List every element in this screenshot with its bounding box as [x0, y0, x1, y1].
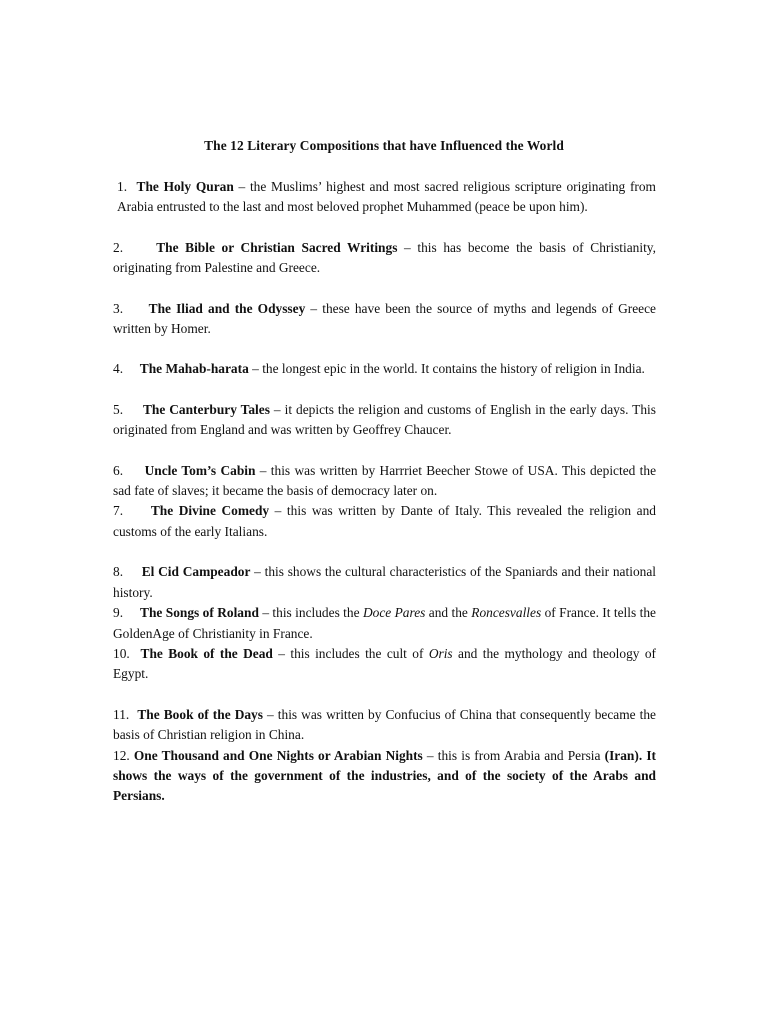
- list-item: [113, 299, 656, 340]
- list-item: [113, 746, 656, 807]
- item-description: – it depicts the religion and customs of English in the early days. This originated from England and was written by Geoffrey Chaucer.: [113, 401, 656, 438]
- item-italic-term: Oris: [428, 645, 453, 661]
- item-description: – this includes the cult of: [278, 645, 424, 661]
- item-number: 7.: [113, 503, 124, 519]
- list-item: [113, 562, 656, 603]
- item-italic-term: Roncesvalles: [471, 605, 542, 621]
- list-item: [113, 238, 656, 279]
- item-title: El Cid Campeador: [141, 564, 251, 580]
- list-item: [113, 705, 656, 746]
- item-description: and the: [428, 605, 468, 621]
- item-number: 9.: [113, 605, 124, 621]
- list-item: [113, 501, 656, 542]
- item-description: and the mythology and theology of Egypt.: [113, 645, 657, 682]
- item-description: – this was written by Dante of Italy. This revealed the religion and customs of the early Italians.: [113, 503, 656, 539]
- item-description: – this includes the: [262, 605, 360, 621]
- item-title: One Thousand and One Nights or Arabian Nights: [133, 747, 423, 763]
- item-title: The Mahab-harata: [139, 361, 249, 377]
- item-description: – the longest epic in the world. It contains the history of religion in India.: [252, 361, 645, 377]
- item-number: 12.: [113, 747, 130, 763]
- list-item: [113, 400, 656, 441]
- item-description: – these have been the source of myths and legends of Greece written by Homer.: [113, 300, 656, 337]
- list-item: [113, 359, 656, 379]
- item-title: The Holy Quran: [136, 179, 234, 194]
- item-title: The Divine Comedy: [150, 503, 270, 519]
- list-item: [113, 644, 656, 685]
- item-number: 8.: [113, 564, 124, 580]
- document-title: The 12 Literary Compositions that have Influenced the World: [204, 138, 564, 153]
- item-title: The Songs of Roland: [140, 605, 259, 621]
- item-description: – this shows the cultural characteristics of the Spaniards and their national history.: [113, 564, 656, 600]
- item-description: – the Muslims’ highest and most sacred religious scripture originating from Arabia entrusted to the last and most beloved prophet Muhammed (peace be upon him).: [117, 179, 656, 215]
- item-title: The Book of the Dead: [140, 645, 273, 661]
- item-title: The Bible or Christian Sacred Writings: [156, 239, 398, 255]
- item-bold-text: It shows the ways of the government of the industries, and of the society of the Arabs and Persians.: [113, 747, 656, 804]
- item-number: 1.: [117, 179, 128, 194]
- item-title: Uncle Tom’s Cabin: [144, 462, 256, 478]
- list-item: [113, 461, 656, 502]
- item-description: – this has become the basis of Christianity, originating from Palestine and Greece.: [113, 239, 656, 276]
- item-number: 5.: [113, 401, 124, 417]
- item-title: The Iliad and the Odyssey: [148, 300, 306, 316]
- list-item: [113, 177, 656, 218]
- item-bold-text: (Iran).: [604, 747, 643, 763]
- item-number: 4.: [113, 361, 124, 377]
- item-number: 10.: [113, 645, 130, 661]
- item-description: – this is from Arabia and Persia: [426, 747, 601, 763]
- item-number: 2.: [113, 239, 124, 255]
- item-description: – this was written by Confucius of China that consequently became the basis of Christian religion in China.: [113, 706, 656, 743]
- composition-list: [113, 177, 656, 807]
- item-italic-term: Doce Pares: [362, 605, 426, 621]
- list-item: [113, 603, 656, 644]
- item-title: The Book of the Days: [137, 706, 263, 722]
- item-number: 6.: [113, 462, 124, 478]
- item-description: of France. It tells the GoldenAge of Christianity in France.: [113, 605, 656, 641]
- item-description: – this was written by Harrriet Beecher Stowe of USA. This depicted the sad fate of slaves; it became the basis of democracy later on.: [113, 462, 657, 499]
- item-title: The Canterbury Tales: [142, 401, 270, 417]
- item-number: 11.: [113, 706, 130, 722]
- item-number: 3.: [113, 300, 124, 316]
